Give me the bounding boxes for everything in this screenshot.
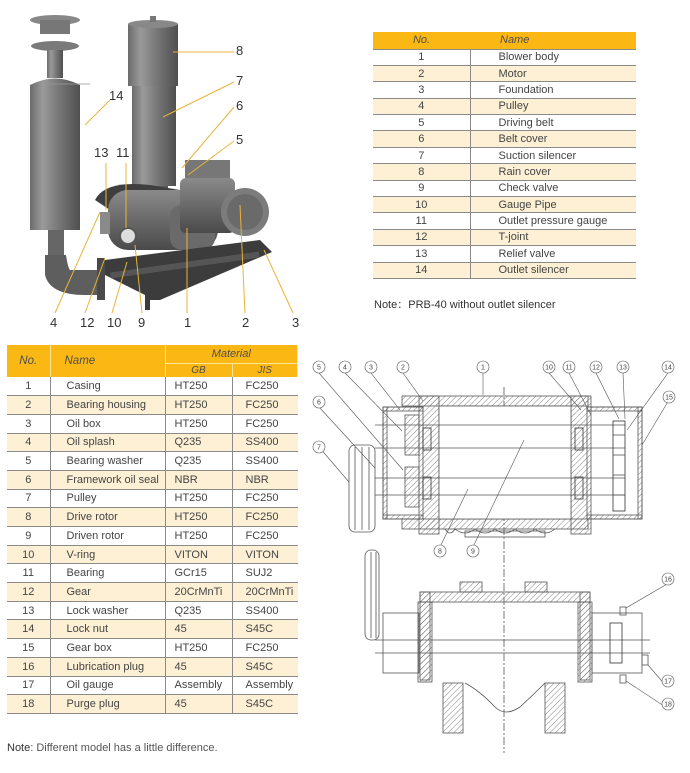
row-name: Gauge Pipe (470, 197, 636, 213)
bubble-18 (662, 698, 674, 710)
row-name: Driving belt (470, 115, 636, 131)
row-name: Relief valve (470, 246, 636, 262)
table-row (7, 396, 298, 415)
row-no: 7 (373, 147, 470, 163)
callout-12: 12 (80, 315, 95, 330)
row-name: Lubrication plug (50, 657, 165, 676)
callout-14: 14 (109, 88, 124, 103)
row-no: 9 (373, 180, 470, 196)
svg-text:14: 14 (664, 364, 672, 372)
row-name: Suction silencer (470, 147, 636, 163)
row-jis: FC250 (232, 377, 298, 396)
row-no: 10 (373, 197, 470, 213)
materials-header-row-1 (7, 345, 298, 363)
table-row (373, 115, 636, 131)
row-jis: S45C (232, 620, 298, 639)
table-row (7, 377, 298, 396)
row-name: Pulley (50, 489, 165, 508)
row-gb: HT250 (165, 414, 232, 433)
table-row (7, 452, 298, 471)
header-name: Name (470, 32, 636, 49)
header-material: Material (165, 345, 298, 363)
row-no: 15 (7, 639, 50, 658)
row-gb: HT250 (165, 639, 232, 658)
svg-text:12: 12 (592, 364, 600, 372)
svg-text:10: 10 (545, 364, 553, 372)
row-name: Oil splash (50, 433, 165, 452)
row-jis: SUJ2 (232, 564, 298, 583)
svg-text:18: 18 (664, 701, 672, 709)
row-jis: FC250 (232, 396, 298, 415)
row-name: Gear box (50, 639, 165, 658)
bubble-11 (563, 361, 575, 373)
row-no: 1 (373, 49, 470, 65)
callout-13: 13 (94, 145, 109, 160)
row-jis: SS400 (232, 601, 298, 620)
callout-3: 3 (292, 315, 300, 330)
row-no: 12 (373, 229, 470, 245)
table-row (7, 639, 298, 658)
callout-6: 6 (236, 98, 244, 113)
row-gb: 20CrMnTi (165, 583, 232, 602)
row-gb: 45 (165, 620, 232, 639)
row-gb: HT250 (165, 508, 232, 527)
cross-section-drawing (305, 355, 690, 755)
row-no: 2 (7, 396, 50, 415)
row-no: 5 (373, 115, 470, 131)
row-jis: FC250 (232, 508, 298, 527)
svg-text:6: 6 (317, 399, 321, 407)
table-row (7, 601, 298, 620)
row-no: 13 (7, 601, 50, 620)
svg-text:1: 1 (481, 364, 485, 372)
table-row (7, 583, 298, 602)
row-gb: VITON (165, 545, 232, 564)
table-row (7, 676, 298, 695)
table-row (7, 414, 298, 433)
table-row (7, 657, 298, 676)
svg-text:16: 16 (664, 576, 672, 584)
row-jis: FC250 (232, 489, 298, 508)
row-name: Casing (50, 377, 165, 396)
row-name: Bearing (50, 564, 165, 583)
bubble-4 (339, 361, 351, 373)
row-name: Framework oil seal (50, 470, 165, 489)
row-name: Rain cover (470, 164, 636, 180)
row-gb: 45 (165, 695, 232, 714)
row-name: Gear (50, 583, 165, 602)
row-gb: HT250 (165, 396, 232, 415)
svg-text:3: 3 (369, 364, 373, 372)
materials-table (7, 345, 298, 714)
bubble-14 (662, 361, 674, 373)
parts-table (373, 32, 636, 279)
row-gb: Assembly (165, 676, 232, 695)
callout-5: 5 (236, 132, 244, 147)
bubble-10 (543, 361, 555, 373)
row-gb: HT250 (165, 527, 232, 546)
table-row (7, 508, 298, 527)
header-jis: JIS (232, 363, 298, 377)
row-jis: FC250 (232, 527, 298, 546)
row-name: T-joint (470, 229, 636, 245)
row-no: 8 (373, 164, 470, 180)
row-no: 4 (373, 98, 470, 114)
row-gb: HT250 (165, 377, 232, 396)
row-gb: HT250 (165, 489, 232, 508)
row-name: Outlet pressure gauge (470, 213, 636, 229)
row-gb: NBR (165, 470, 232, 489)
table-row (7, 564, 298, 583)
callout-7: 7 (236, 73, 244, 88)
bubble-3 (365, 361, 377, 373)
row-no: 10 (7, 545, 50, 564)
row-jis: Assembly (232, 676, 298, 695)
parts-table-header (373, 32, 636, 49)
row-jis: 20CrMnTi (232, 583, 298, 602)
svg-text:5: 5 (317, 364, 321, 372)
row-no: 5 (7, 452, 50, 471)
row-jis: S45C (232, 657, 298, 676)
row-name: Oil gauge (50, 676, 165, 695)
table-row (373, 197, 636, 213)
svg-text:2: 2 (401, 364, 405, 372)
row-no: 17 (7, 676, 50, 695)
row-gb: 45 (165, 657, 232, 676)
callout-4: 4 (50, 315, 58, 330)
parts-note: Note：PRB-40 without outlet silencer (374, 299, 556, 311)
row-name: Outlet silencer (470, 262, 636, 278)
callout-9: 9 (138, 315, 146, 330)
row-gb: Q235 (165, 433, 232, 452)
row-no: 13 (373, 246, 470, 262)
table-row (373, 262, 636, 278)
bubble-8 (434, 545, 446, 557)
blower-section-diagram (305, 355, 690, 755)
table-row (373, 180, 636, 196)
row-jis: SS400 (232, 433, 298, 452)
table-row (373, 147, 636, 163)
table-row (373, 49, 636, 65)
callout-10: 10 (107, 315, 122, 330)
blower-assembly-photo (0, 0, 310, 335)
bubble-1 (477, 361, 489, 373)
row-jis: SS400 (232, 452, 298, 471)
row-no: 7 (7, 489, 50, 508)
svg-text:8: 8 (438, 548, 442, 556)
row-no: 14 (7, 620, 50, 639)
header-name: Name (50, 345, 165, 377)
table-row (373, 131, 636, 147)
header-no: No. (7, 345, 50, 377)
row-name: Pulley (470, 98, 636, 114)
row-name: Bearing housing (50, 396, 165, 415)
row-no: 11 (7, 564, 50, 583)
table-row (373, 229, 636, 245)
row-no: 2 (373, 65, 470, 81)
row-name: V-ring (50, 545, 165, 564)
callout-8: 8 (236, 43, 244, 58)
row-name: Check valve (470, 180, 636, 196)
row-no: 11 (373, 213, 470, 229)
row-name: Lock washer (50, 601, 165, 620)
svg-text:7: 7 (317, 444, 321, 452)
row-no: 3 (373, 82, 470, 98)
row-no: 18 (7, 695, 50, 714)
row-no: 8 (7, 508, 50, 527)
table-row (7, 433, 298, 452)
bubble-9 (467, 545, 479, 557)
row-name: Motor (470, 65, 636, 81)
svg-text:11: 11 (565, 364, 573, 372)
row-name: Belt cover (470, 131, 636, 147)
row-gb: Q235 (165, 452, 232, 471)
svg-text:13: 13 (619, 364, 627, 372)
callout-11: 11 (116, 145, 130, 160)
materials-note (7, 742, 218, 754)
row-jis: S45C (232, 695, 298, 714)
table-row (7, 695, 298, 714)
row-jis: NBR (232, 470, 298, 489)
svg-text:9: 9 (471, 548, 475, 556)
bubble-16 (662, 573, 674, 585)
callout-2: 2 (242, 315, 250, 330)
row-gb: GCr15 (165, 564, 232, 583)
table-row (7, 620, 298, 639)
table-row (373, 82, 636, 98)
materials-note-text: : Different model has a little difference. (30, 742, 218, 754)
svg-text:17: 17 (664, 678, 672, 686)
row-name: Lock nut (50, 620, 165, 639)
blower-illustration (0, 0, 310, 335)
table-row (7, 470, 298, 489)
bubble-15 (663, 391, 675, 403)
table-row (373, 213, 636, 229)
bubble-13 (617, 361, 629, 373)
row-jis: VITON (232, 545, 298, 564)
row-no: 1 (7, 377, 50, 396)
header-no: No. (373, 32, 470, 49)
svg-text:15: 15 (665, 394, 673, 402)
callout-1: 1 (184, 315, 192, 330)
bubble-5 (313, 361, 325, 373)
materials-note-label: Note (7, 742, 31, 754)
row-no: 3 (7, 414, 50, 433)
row-no: 4 (7, 433, 50, 452)
row-no: 6 (373, 131, 470, 147)
row-no: 9 (7, 527, 50, 546)
table-row (373, 65, 636, 81)
row-jis: FC250 (232, 639, 298, 658)
svg-text:4: 4 (343, 364, 347, 372)
row-name: Bearing washer (50, 452, 165, 471)
row-no: 14 (373, 262, 470, 278)
bubble-6 (313, 396, 325, 408)
row-no: 16 (7, 657, 50, 676)
row-jis: FC250 (232, 414, 298, 433)
bubble-2 (397, 361, 409, 373)
row-name: Purge plug (50, 695, 165, 714)
row-name: Driven rotor (50, 527, 165, 546)
table-row (7, 527, 298, 546)
row-gb: Q235 (165, 601, 232, 620)
bubble-12 (590, 361, 602, 373)
header-gb: GB (165, 363, 232, 377)
row-no: 6 (7, 470, 50, 489)
table-row (7, 545, 298, 564)
row-name: Blower body (470, 49, 636, 65)
row-no: 12 (7, 583, 50, 602)
bubble-7 (313, 441, 325, 453)
row-name: Oil box (50, 414, 165, 433)
table-row (7, 489, 298, 508)
row-name: Drive rotor (50, 508, 165, 527)
table-row (373, 98, 636, 114)
table-row (373, 246, 636, 262)
table-row (373, 164, 636, 180)
row-name: Foundation (470, 82, 636, 98)
bubble-17 (662, 675, 674, 687)
